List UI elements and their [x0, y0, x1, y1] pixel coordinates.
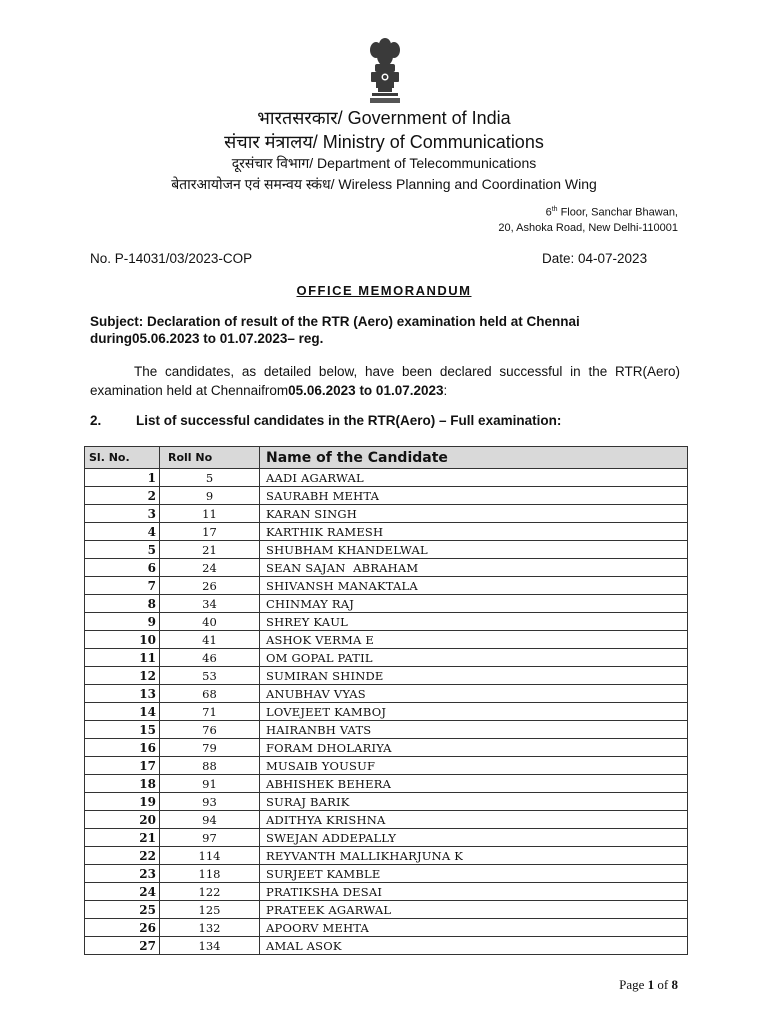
- cell-roll-no: 79: [160, 739, 260, 757]
- cell-sl-no: 1: [85, 469, 160, 487]
- table-row: [85, 919, 688, 937]
- cell-roll-no: 94: [160, 811, 260, 829]
- cell-roll-no: 114: [160, 847, 260, 865]
- table-row: [85, 523, 688, 541]
- cell-roll-no: 97: [160, 829, 260, 847]
- cell-candidate-name: ADITHYA KRISHNA: [260, 811, 688, 829]
- header-ministry: संचार मंत्रालय/ Ministry of Communications: [224, 132, 544, 152]
- table-row: [85, 631, 688, 649]
- intro-paragraph-text: The candidates, as detailed below, have been declared successful in the RTR(Aero) examination held at Chennaifrom: [90, 364, 680, 398]
- cell-sl-no: 6: [85, 559, 160, 577]
- table-row: [85, 811, 688, 829]
- reference-number: No. P-14031/03/2023-COP: [90, 251, 253, 266]
- cell-roll-no: 53: [160, 667, 260, 685]
- table-row: [85, 775, 688, 793]
- intro-paragraph-dates: 05.06.2023 to 01.07.2023: [288, 383, 444, 398]
- cell-sl-no: 27: [85, 937, 160, 955]
- cell-roll-no: 88: [160, 757, 260, 775]
- cell-roll-no: 91: [160, 775, 260, 793]
- header-sl-no: Sl. No.: [85, 447, 160, 469]
- cell-sl-no: 16: [85, 739, 160, 757]
- point-2-number: 2.: [90, 413, 102, 428]
- cell-roll-no: 17: [160, 523, 260, 541]
- cell-roll-no: 93: [160, 793, 260, 811]
- cell-roll-no: 40: [160, 613, 260, 631]
- cell-sl-no: 12: [85, 667, 160, 685]
- page-current: 1: [647, 977, 655, 992]
- cell-candidate-name: SUMIRAN SHINDE: [260, 667, 688, 685]
- cell-candidate-name: ABHISHEK BEHERA: [260, 775, 688, 793]
- cell-roll-no: 46: [160, 649, 260, 667]
- results-table: [84, 446, 688, 955]
- cell-roll-no: 134: [160, 937, 260, 955]
- table-row: [85, 469, 688, 487]
- cell-sl-no: 22: [85, 847, 160, 865]
- memo-date: Date: 04-07-2023: [542, 251, 648, 266]
- cell-sl-no: 26: [85, 919, 160, 937]
- table-row: [85, 541, 688, 559]
- cell-candidate-name: ASHOK VERMA E: [260, 631, 688, 649]
- cell-candidate-name: ANUBHAV VYAS: [260, 685, 688, 703]
- cell-sl-no: 18: [85, 775, 160, 793]
- table-row: [85, 829, 688, 847]
- header-department: दूरसंचार विभाग/ Department of Telecommunications: [231, 155, 537, 171]
- cell-candidate-name: SHUBHAM KHANDELWAL: [260, 541, 688, 559]
- subject-line: Subject: Declaration of result of the RTR (Aero) examination held at Chennai during05.06.2023 to 01.07.2023– reg.: [90, 314, 580, 346]
- page-of-word: of: [657, 977, 669, 992]
- page-word: Page: [619, 977, 645, 992]
- cell-candidate-name: SWEJAN ADDEPALLY: [260, 829, 688, 847]
- national-emblem-icon: [362, 36, 408, 106]
- cell-sl-no: 21: [85, 829, 160, 847]
- cell-sl-no: 2: [85, 487, 160, 505]
- cell-candidate-name: SAURABH MEHTA: [260, 487, 688, 505]
- cell-sl-no: 10: [85, 631, 160, 649]
- cell-sl-no: 8: [85, 595, 160, 613]
- table-row: [85, 613, 688, 631]
- cell-candidate-name: HAIRANBH VATS: [260, 721, 688, 739]
- cell-roll-no: 9: [160, 487, 260, 505]
- cell-candidate-name: KARTHIK RAMESH: [260, 523, 688, 541]
- table-header-row: [85, 447, 688, 469]
- header-roll-no: Roll No: [160, 447, 260, 469]
- cell-sl-no: 14: [85, 703, 160, 721]
- address-line-1: [546, 206, 678, 219]
- header-government: भारतसरकार/ Government of India: [257, 108, 511, 128]
- cell-sl-no: 13: [85, 685, 160, 703]
- table-row: [85, 937, 688, 955]
- cell-candidate-name: OM GOPAL PATIL: [260, 649, 688, 667]
- page-number: [619, 977, 678, 993]
- cell-sl-no: 15: [85, 721, 160, 739]
- table-row: [85, 865, 688, 883]
- cell-sl-no: 25: [85, 901, 160, 919]
- cell-candidate-name: KARAN SINGH: [260, 505, 688, 523]
- cell-candidate-name: SURJEET KAMBLE: [260, 865, 688, 883]
- cell-roll-no: 68: [160, 685, 260, 703]
- cell-sl-no: 3: [85, 505, 160, 523]
- cell-sl-no: 11: [85, 649, 160, 667]
- table-row: [85, 847, 688, 865]
- cell-candidate-name: AMAL ASOK: [260, 937, 688, 955]
- cell-roll-no: 41: [160, 631, 260, 649]
- cell-sl-no: 7: [85, 577, 160, 595]
- address-floor-number: 6: [545, 206, 552, 219]
- table-row: [85, 667, 688, 685]
- cell-roll-no: 26: [160, 577, 260, 595]
- address-floor-rest: Floor, Sanchar Bhawan,: [557, 206, 678, 219]
- cell-sl-no: 4: [85, 523, 160, 541]
- cell-roll-no: 71: [160, 703, 260, 721]
- table-row: [85, 505, 688, 523]
- table-row: [85, 703, 688, 721]
- cell-roll-no: 11: [160, 505, 260, 523]
- cell-sl-no: 5: [85, 541, 160, 559]
- memo-title: OFFICE MEMORANDUM: [296, 283, 472, 298]
- cell-candidate-name: SURAJ BARIK: [260, 793, 688, 811]
- table-row: [85, 649, 688, 667]
- cell-candidate-name: AADI AGARWAL: [260, 469, 688, 487]
- cell-roll-no: 125: [160, 901, 260, 919]
- intro-paragraph-end: :: [443, 383, 448, 398]
- cell-candidate-name: SHIVANSH MANAKTALA: [260, 577, 688, 595]
- table-row: [85, 793, 688, 811]
- cell-candidate-name: FORAM DHOLARIYA: [260, 739, 688, 757]
- address-floor-suffix: th: [551, 206, 558, 213]
- cell-sl-no: 17: [85, 757, 160, 775]
- cell-roll-no: 118: [160, 865, 260, 883]
- table-row: [85, 901, 688, 919]
- cell-sl-no: 24: [85, 883, 160, 901]
- cell-roll-no: 76: [160, 721, 260, 739]
- cell-sl-no: 9: [85, 613, 160, 631]
- cell-candidate-name: PRATIKSHA DESAI: [260, 883, 688, 901]
- cell-candidate-name: LOVEJEET KAMBOJ: [260, 703, 688, 721]
- cell-roll-no: 34: [160, 595, 260, 613]
- table-row: [85, 487, 688, 505]
- cell-roll-no: 21: [160, 541, 260, 559]
- cell-roll-no: 5: [160, 469, 260, 487]
- cell-roll-no: 122: [160, 883, 260, 901]
- table-row: [85, 721, 688, 739]
- cell-sl-no: 20: [85, 811, 160, 829]
- point-2-heading: [90, 413, 561, 428]
- intro-paragraph: [90, 362, 680, 400]
- header-candidate-name: Name of the Candidate: [260, 447, 688, 469]
- page-total: 8: [671, 977, 678, 992]
- table-row: [85, 595, 688, 613]
- table-row: [85, 883, 688, 901]
- cell-candidate-name: MUSAIB YOUSUF: [260, 757, 688, 775]
- table-row: [85, 685, 688, 703]
- cell-candidate-name: CHINMAY RAJ: [260, 595, 688, 613]
- cell-candidate-name: APOORV MEHTA: [260, 919, 688, 937]
- point-2-text: List of successful candidates in the RTR(Aero) – Full examination:: [136, 413, 562, 428]
- address-line-2: 20, Ashoka Road, New Delhi-110001: [498, 222, 678, 234]
- table-row: [85, 739, 688, 757]
- cell-roll-no: 24: [160, 559, 260, 577]
- cell-roll-no: 132: [160, 919, 260, 937]
- cell-candidate-name: REYVANTH MALLIKHARJUNA K: [260, 847, 688, 865]
- cell-sl-no: 23: [85, 865, 160, 883]
- cell-candidate-name: SEAN SAJAN ABRAHAM: [260, 559, 688, 577]
- cell-candidate-name: SHREY KAUL: [260, 613, 688, 631]
- cell-sl-no: 19: [85, 793, 160, 811]
- cell-candidate-name: PRATEEK AGARWAL: [260, 901, 688, 919]
- table-row: [85, 757, 688, 775]
- table-row: [85, 559, 688, 577]
- header-wing: बेतारआयोजन एवं समन्वय स्कंध/ Wireless Planning and Coordination Wing: [171, 176, 597, 192]
- table-row: [85, 577, 688, 595]
